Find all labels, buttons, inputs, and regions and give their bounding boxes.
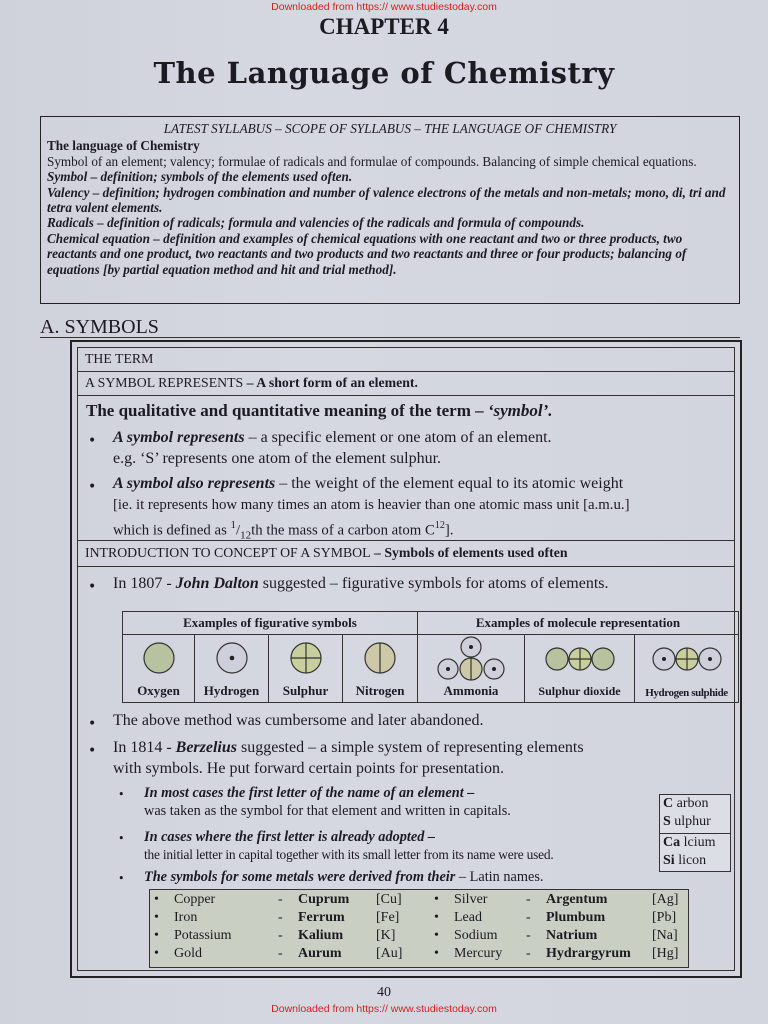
symbol: [Pb]: [652, 910, 677, 925]
bullet: •: [434, 892, 439, 907]
bullet-text-line3: which is defined as: [113, 522, 231, 539]
ammonia-molecule-icon: [434, 635, 508, 683]
hydrogen-sulphide-molecule-icon: [651, 644, 723, 674]
section-rule: [40, 337, 740, 338]
table-row: [150, 945, 688, 963]
watermark-bottom[interactable]: Downloaded from https:// www.studiestoday.com: [271, 1003, 497, 1015]
bullet: •: [118, 872, 125, 885]
dalton-year: In 1807 -: [113, 575, 176, 592]
bullet-text-line3b: th the mass of a carbon atom C: [251, 522, 435, 539]
bullet: •: [434, 946, 439, 961]
fraction-denominator: 12: [240, 529, 252, 542]
berzelius-text: suggested – a simple system of representing elements: [237, 739, 584, 756]
intro-label: INTRODUCTION TO CONCEPT OF A SYMBOL: [85, 545, 371, 560]
symbol: [K]: [376, 928, 396, 943]
chapter-title: The Language of Chemistry: [153, 56, 615, 90]
latin-name: Argentum: [546, 892, 608, 907]
rule-first-letter: [144, 784, 511, 820]
figurative-symbols-table: [122, 611, 739, 703]
bullet: •: [88, 716, 97, 732]
nitrogen-symbol-icon: [362, 640, 398, 676]
rule-heading: The symbols for some metals were derived from their: [144, 869, 456, 885]
rule-heading: In most cases the first letter of the name of an element –: [144, 785, 475, 801]
element-name: Copper: [174, 892, 216, 907]
berzelius-name: Berzelius: [175, 739, 237, 756]
bullet: •: [88, 479, 97, 495]
abandoned-line: The above method was cumbersome and later abandoned.: [113, 712, 484, 729]
divider: [78, 371, 734, 372]
chapter-label: CHAPTER 4: [319, 14, 449, 39]
example-symbol: S: [663, 814, 671, 829]
dash: -: [278, 892, 283, 907]
bullet-term: A symbol also represents: [113, 475, 276, 492]
bullet-text: – the weight of the element equal to its atomic weight: [275, 475, 624, 492]
sulphur-cell: [268, 634, 342, 702]
represents-header: [78, 375, 734, 391]
dalton-text: suggested – figurative symbols for atoms of elements.: [258, 575, 609, 592]
example-symbol: C: [663, 796, 674, 811]
bullet: •: [88, 579, 97, 595]
hydrogen-sulphide-label: Hydrogen sulphide: [645, 687, 728, 699]
bullet: •: [154, 910, 159, 925]
divider: [78, 540, 734, 541]
example-calcium: [663, 835, 716, 851]
bullet-text: – a specific element or one atom of an element.: [244, 429, 552, 446]
element-name: Mercury: [454, 946, 503, 961]
bullet-example: e.g. ‘S’ represents one atom of the element sulphur.: [113, 449, 442, 467]
table-row: [150, 891, 688, 909]
example-rest: ulphur: [674, 814, 711, 829]
bullet: •: [118, 788, 125, 801]
bullet: •: [154, 892, 159, 907]
section-heading: A. SYMBOLS: [40, 316, 159, 338]
example-carbon: [663, 796, 709, 812]
sulphur-dioxide-molecule-icon: [544, 644, 616, 674]
bullet: •: [88, 433, 97, 449]
latin-name: Kalium: [298, 928, 344, 943]
bullet: •: [88, 743, 97, 759]
dalton-line: [113, 574, 609, 595]
bullet-text-line2: [ie. it represents how many times an atom is heavier than one atomic mass unit [a.m.u.]: [113, 496, 630, 513]
symbols-box: [70, 340, 742, 978]
figurative-header: Examples of figurative symbols: [183, 615, 357, 630]
isotope-superscript: 12: [434, 520, 445, 531]
element-name: Gold: [174, 946, 202, 961]
element-name: Silver: [454, 892, 488, 907]
latin-name: Natrium: [546, 928, 598, 943]
sulphur-label: Sulphur: [282, 683, 329, 698]
rule-text: the initial letter in capital together with its small letter from its name were used.: [144, 847, 554, 862]
symbol: [Hg]: [652, 946, 679, 961]
sulphur-dioxide-cell: [524, 634, 634, 702]
berzelius-line: [113, 738, 738, 779]
represents-label: A SYMBOL REPRESENTS: [85, 375, 244, 390]
latin-name: Hydrargyrum: [546, 946, 631, 961]
dash: -: [278, 928, 283, 943]
bullet: •: [154, 946, 159, 961]
bullet-symbol-represents: [113, 428, 728, 469]
example-sulphur: [663, 814, 711, 830]
symbol: [Au]: [376, 946, 403, 961]
oxygen-label: Oxygen: [137, 683, 180, 698]
symbol: [Na]: [652, 928, 678, 943]
syllabus-line: Symbol of an element; valency; formulae of radicals and formulae of compounds. Balancing of simple chemical equations.: [47, 153, 697, 169]
molecule-header: Examples of molecule representation: [417, 612, 738, 634]
element-name: Lead: [454, 910, 482, 925]
hydrogen-sulphide-cell: [634, 634, 738, 702]
bullet: •: [118, 832, 125, 845]
ammonia-cell: [417, 634, 524, 702]
bullet-term: A symbol represents: [113, 429, 245, 446]
represents-text: – A short form of an element.: [243, 375, 418, 390]
dash: -: [278, 910, 283, 925]
rule-latin-names: [144, 868, 543, 886]
qualitative-symbol: ‘symbol’.: [487, 401, 553, 420]
example-rest: licon: [678, 853, 707, 868]
hydrogen-symbol-icon: [214, 640, 250, 676]
syllabus-heading: LATEST SYLLABUS – SCOPE OF SYLLABUS – THE LANGUAGE OF CHEMISTRY: [163, 121, 617, 136]
intro-text: – Symbols of elements used often: [370, 545, 568, 560]
syllabus-box: [40, 116, 740, 304]
example-symbol: Si: [663, 853, 675, 868]
syllabus-radicals: Radicals – definition of radicals; formula and valencies of the radicals and formula of compounds.: [47, 215, 585, 231]
hydrogen-label: Hydrogen: [203, 683, 260, 698]
rule-text: – Latin names.: [455, 869, 544, 885]
syllabus-valency: Valency – definition; hydrogen combination and number of valence electrons of the metals and non-metals; mono, di, tri and tetra valent elements.: [47, 184, 726, 216]
qualitative-heading: [86, 401, 553, 422]
sulphur-symbol-icon: [288, 640, 324, 676]
element-name: Sodium: [454, 928, 498, 943]
page-number: 40: [377, 985, 391, 1000]
berzelius-text-line2: with symbols. He put forward certain points for presentation.: [113, 759, 505, 777]
watermark-top[interactable]: Downloaded from https:// www.studiestoday.com: [271, 1, 497, 13]
example-silicon: [663, 853, 706, 869]
oxygen-symbol-icon: [141, 640, 177, 676]
syllabus-symbol: Symbol – definition; symbols of the elements used often.: [47, 169, 353, 185]
example-rest: lcium: [683, 835, 716, 850]
rule-heading: In cases where the first letter is already adopted –: [144, 829, 436, 845]
symbol: [Fe]: [376, 910, 400, 925]
example-symbol: Ca: [663, 835, 681, 850]
latin-name: Cuprum: [298, 892, 350, 907]
bullet-symbol-also-represents: A symbol also represents – the weight of the element equal to its atomic weight [ie. it represents how many times an atom is heavier than one atomic mass unit [a.m.u.] which is defined as $^1/_{12}th$ the mass of a carbon atom $C^{12}$].: [113, 475, 630, 542]
element-name: Potassium: [174, 928, 232, 943]
dash: -: [526, 946, 531, 961]
table-row: [150, 909, 688, 927]
nitrogen-label: Nitrogen: [355, 683, 405, 698]
ammonia-label: Ammonia: [443, 683, 499, 698]
latin-names-table: [149, 889, 689, 968]
nitrogen-cell: [342, 634, 417, 702]
dash: -: [526, 910, 531, 925]
bullet-text-end: ].: [444, 522, 454, 539]
symbol: [Cu]: [376, 892, 402, 907]
symbol: [Ag]: [652, 892, 679, 907]
oxygen-cell: [123, 634, 194, 702]
latin-name: Plumbum: [546, 910, 606, 925]
syllabus-chemical-equation: Chemical equation – definition and examples of chemical equations with one reactant and two or three products, two reactants and one product, two reactants and two products and two reactants and three or four products; balancing of equations [by partial equation method and hit and trial method].: [47, 230, 687, 277]
fraction-numerator: 1: [230, 519, 237, 531]
table-row: [150, 927, 688, 945]
bullet: •: [154, 928, 159, 943]
example-rest: arbon: [676, 796, 709, 811]
sulphur-dioxide-label: Sulphur dioxide: [538, 684, 621, 698]
divider: [78, 395, 734, 396]
dash: -: [278, 946, 283, 961]
divider: [660, 833, 730, 834]
bullet: •: [434, 928, 439, 943]
syllabus-subheading: The language of Chemistry: [47, 138, 200, 154]
term-header: THE TERM: [85, 351, 154, 366]
intro-header: [78, 545, 734, 561]
qualitative-text: The qualitative and quantitative meaning of the term –: [86, 401, 488, 420]
dash: -: [526, 892, 531, 907]
divider: [78, 566, 734, 567]
latin-name: Ferrum: [298, 910, 345, 925]
rule-letter-adopted: [144, 828, 554, 864]
symbols-box-inner: [77, 347, 735, 971]
rule-text: was taken as the symbol for that element and written in capitals.: [144, 803, 511, 819]
bullet: •: [434, 910, 439, 925]
berzelius-year: In 1814 -: [113, 739, 176, 756]
dalton-name: John Dalton: [175, 575, 259, 592]
dash: -: [526, 928, 531, 943]
latin-name: Aurum: [298, 946, 342, 961]
symbol-examples-box: [659, 794, 731, 872]
hydrogen-cell: [194, 634, 268, 702]
element-name: Iron: [174, 910, 198, 925]
